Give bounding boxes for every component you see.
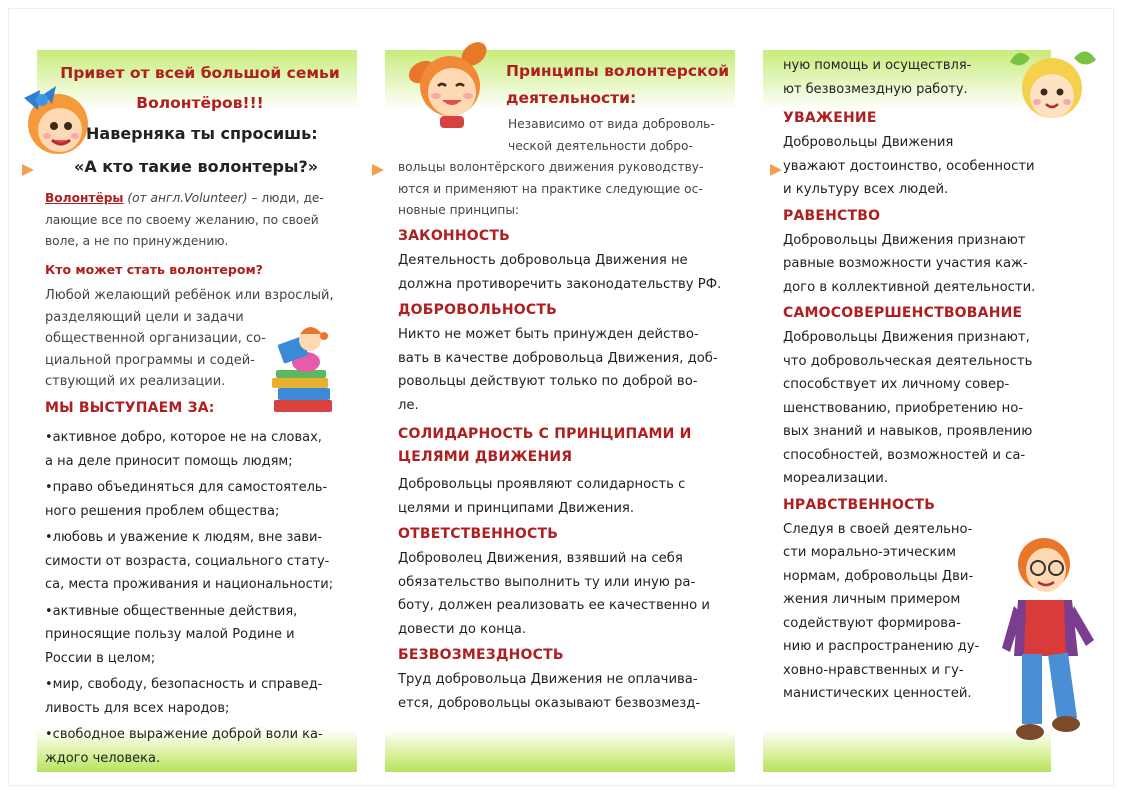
list-item <box>45 673 350 720</box>
section-heading-solidarity <box>398 423 733 469</box>
question-intro: Наверняка ты спросишь: <box>86 124 318 143</box>
section-text-voluntariness <box>398 323 733 417</box>
girl-reading-books-icon <box>270 322 340 418</box>
who-line: ствующий их реализации. <box>45 374 226 389</box>
text-line: боту, должен реализовать ее качественно и <box>398 598 710 613</box>
text-line: Труд добровольца Движения не оплачива- <box>398 672 698 687</box>
list-item-line: •любовь и уважение к людям, вне зави- <box>45 530 323 545</box>
greeting-title <box>55 58 345 118</box>
text-line: Добровольцы Движения признают <box>783 232 1026 248</box>
list-item-line: •право объединяться для самостоятель- <box>45 480 328 495</box>
list-item <box>45 426 350 473</box>
section-heading-equality: РАВЕНСТВО <box>783 207 881 224</box>
text-line: ховно-нравственных и гу- <box>783 662 964 678</box>
text-line: мореализации. <box>783 471 888 486</box>
we-stand-list <box>45 426 350 770</box>
heading-line: ЦЕЛЯМИ ДВИЖЕНИЯ <box>398 449 573 465</box>
text-line: обязательство выполнить ту или иную ра- <box>398 574 696 590</box>
list-item-line: •мир, свободу, безопасность и справед- <box>45 677 323 692</box>
definition-line-1: – люди, де- <box>247 191 324 205</box>
list-item-line: ного решения проблем общества; <box>45 503 280 519</box>
arrow-icon <box>372 164 384 176</box>
section-heading-legality: ЗАКОННОСТЬ <box>398 228 510 244</box>
list-item <box>45 600 350 671</box>
text-line: Деятельность добровольца Движения не <box>398 253 688 268</box>
section-text-gratuitousness <box>398 668 733 715</box>
section-text-equality <box>783 229 1053 300</box>
section-text-respect <box>783 131 1053 202</box>
text-line: Следуя в своей деятельно- <box>783 521 973 537</box>
principles-title <box>506 58 729 112</box>
section-heading-self-improvement: САМОСОВЕРШЕНСТВОВАНИЕ <box>783 305 1023 321</box>
text-line: довести до конца. <box>398 621 527 637</box>
principles-title-line-2: деятельности: <box>506 89 637 107</box>
text-line: нию и распространению ду- <box>783 639 980 654</box>
definition-origin: (от англ.Volunteer) <box>127 191 248 205</box>
list-item-line: ждого человека. <box>45 750 161 766</box>
arrow-icon <box>22 164 34 176</box>
list-item <box>45 476 350 523</box>
text-line: ется, добровольцы оказывают безвозмезд- <box>398 695 701 711</box>
definition-line-3: воле, а не по принуждению. <box>45 234 229 248</box>
principles-title-line-1: Принципы волонтерской <box>506 62 730 80</box>
list-item-line: приносящие пользу малой Родине и <box>45 627 295 642</box>
text-line: Добровольцы Движения <box>783 135 954 150</box>
list-item <box>45 526 350 597</box>
section-text-responsibility <box>398 547 733 641</box>
volunteer-definition <box>45 188 350 253</box>
text-line: манистических ценностей. <box>783 686 972 701</box>
text-line: ную помощь и осуществля- <box>783 58 972 73</box>
section-heading-respect: УВАЖЕНИЕ <box>783 110 877 126</box>
list-item-line: а на деле приносит помощь людям; <box>45 453 293 469</box>
list-item-line: •активное добро, которое не на словах, <box>45 430 322 445</box>
list-item-line: •свободное выражение доброй воли ка- <box>45 727 323 742</box>
continued-text <box>783 54 971 102</box>
text-line: Добровольцы Движения признают, <box>783 330 1030 345</box>
who-line: общественной организации, со- <box>45 331 266 346</box>
text-line: ровольцы действуют только по доброй во- <box>398 374 698 389</box>
text-line: вых знаний и навыков, проявлению <box>783 424 1033 439</box>
heading-line: СОЛИДАРНОСТЬ С ПРИНЦИПАМИ И <box>398 426 692 442</box>
section-text-legality <box>398 249 733 296</box>
section-heading-morality: НРАВСТВЕННОСТЬ <box>783 496 936 513</box>
text-line: вать в качестве добровольца Движения, доб- <box>398 350 718 366</box>
intro-line: вольцы волонтёрского движения руководству- <box>398 160 704 174</box>
boy-with-glasses-icon <box>1000 528 1110 750</box>
text-line: равные возможности участия каж- <box>783 256 1028 271</box>
text-line: Добровольцы проявляют солидарность с <box>398 477 686 492</box>
text-line: целями и принципами Движения. <box>398 500 635 516</box>
principles-intro <box>398 114 728 222</box>
list-item-line: •активные общественные действия, <box>45 603 298 619</box>
intro-line: новные принципы: <box>398 203 520 217</box>
text-line: уважают достоинство, особенности <box>783 158 1035 174</box>
text-line: Никто не может быть принужден действо- <box>398 327 699 342</box>
list-item-line: симости от возраста, социального стату- <box>45 553 330 569</box>
text-line: что добровольческая деятельность <box>783 353 1033 369</box>
list-item-line: са, места проживания и национальности; <box>45 577 334 592</box>
section-text-solidarity <box>398 473 733 520</box>
section-heading-responsibility: ОТВЕТСТВЕННОСТЬ <box>398 526 559 542</box>
text-line: способствует их личному совер- <box>783 377 1010 392</box>
intro-line: ются и применяют на практике следующие ос- <box>398 181 703 196</box>
text-line: сти морально-этическим <box>783 545 956 560</box>
who-line: разделяющий цели и задачи <box>45 309 244 325</box>
text-line: нормам, добровольцы Дви- <box>783 568 974 584</box>
who-line: Любой желающий ребёнок или взрослый, <box>45 288 334 303</box>
text-line: Доброволец Движения, взявший на себя <box>398 551 683 566</box>
list-item-line: ливость для всех народов; <box>45 700 230 716</box>
we-stand-heading: МЫ ВЫСТУПАЕМ ЗА: <box>45 400 215 416</box>
definition-term: Волонтёры <box>45 191 124 205</box>
text-line: ют безвозмездную работу. <box>783 82 968 97</box>
section-text-self-improvement <box>783 326 1053 491</box>
list-item <box>45 723 350 770</box>
intro-line: ческой деятельности добро- <box>508 138 693 153</box>
intro-line: Независимо от вида доброволь- <box>508 117 715 131</box>
text-line: должна противоречить законодательству РФ. <box>398 276 722 292</box>
who-line: циальной программы и содей- <box>45 352 255 368</box>
section-heading-voluntariness: ДОБРОВОЛЬНОСТЬ <box>398 302 557 318</box>
greeting-line-2: Волонтёров!!! <box>136 94 264 112</box>
text-line: содействуют формирова- <box>783 615 961 631</box>
question-text: «А кто такие волонтеры?» <box>74 157 319 176</box>
arrow-icon <box>770 164 782 176</box>
section-heading-gratuitousness: БЕЗВОЗМЕЗДНОСТЬ <box>398 647 564 663</box>
text-line: шенствованию, приобретению но- <box>783 400 1024 416</box>
text-line: ле. <box>398 397 419 413</box>
definition-line-2: лающие все по своему желанию, по своей <box>45 212 319 227</box>
list-item-line: России в целом; <box>45 650 156 666</box>
text-line: дого в коллективной деятельности. <box>783 279 1036 295</box>
text-line: и культуру всех людей. <box>783 182 949 197</box>
text-line: способностей, возможностей и са- <box>783 447 1026 463</box>
greeting-line-1: Привет от всей большой семьи <box>60 64 340 82</box>
panel-bottom-gradient <box>385 730 735 772</box>
text-line: жения личным примером <box>783 592 961 607</box>
principles-list <box>398 228 733 715</box>
who-can-heading: Кто может стать волонтером? <box>45 262 263 277</box>
